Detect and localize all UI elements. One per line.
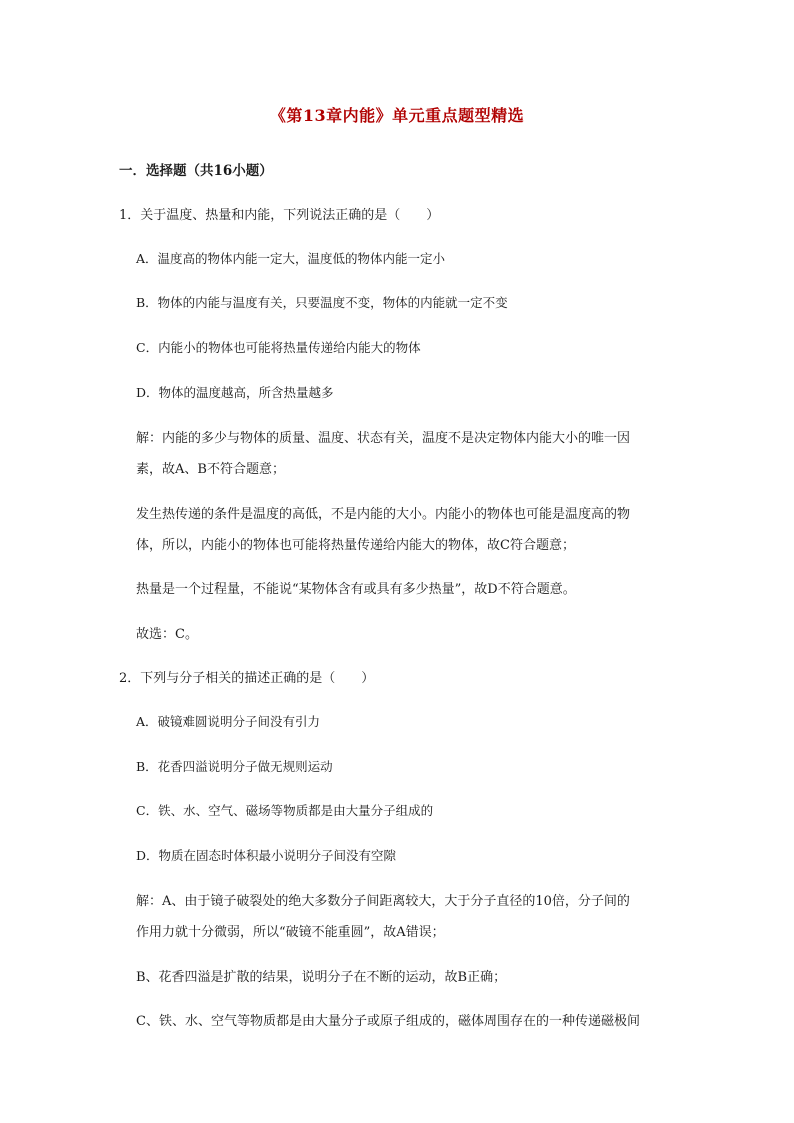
question-2-stem: 2．下列与分子相关的描述正确的是（ ） [119, 671, 375, 686]
question-1-option-b: B．物体的内能与温度有关，只要温度不变，物体的内能就一定不变 [136, 295, 508, 310]
question-2-analysis-line: 作用力就十分微弱，所以“破镜不能重圆”，故A错误； [136, 925, 445, 940]
question-1-option-c: C．内能小的物体也可能将热量传递给内能大的物体 [136, 340, 421, 355]
question-1-stem: 1．关于温度、热量和内能，下列说法正确的是（ ） [119, 208, 440, 223]
question-2-option-b: B．花香四溢说明分子做无规则运动 [136, 759, 333, 774]
question-2-analysis-line: 解：A、由于镜子破裂处的绝大多数分子间距离较大，大于分子直径的10倍，分子间的 [136, 894, 630, 909]
question-1-option-a: A．温度高的物体内能一定大，温度低的物体内能一定小 [136, 251, 446, 266]
question-1-analysis-line: 发生热传递的条件是温度的高低，不是内能的大小。内能小的物体也可能是温度高的物 [136, 507, 631, 522]
question-2-option-d: D．物质在固态时体积最小说明分子间没有空隙 [136, 848, 397, 863]
question-1-analysis-line: 热量是一个过程量，不能说“某物体含有或具有多少热量”，故D不符合题意。 [136, 582, 576, 597]
question-1-analysis-line: 体，所以，内能小的物体也可能将热量传递给内能大的物体，故C符合题意； [136, 538, 575, 553]
section-heading: 一．选择题（共16小题） [119, 163, 273, 179]
question-2-analysis-line: C、铁、水、空气等物质都是由大量分子或原子组成的，磁体周围存在的一种传递磁极间 [136, 1014, 640, 1029]
question-2-option-a: A．破镜难圆说明分子间没有引力 [136, 714, 321, 729]
question-1-analysis-line: 解：内能的多少与物体的质量、温度、状态有关，温度不是决定物体内能大小的唯一因 [136, 431, 631, 446]
document-title: 《第13章内能》单元重点题型精选 [269, 106, 525, 125]
question-1-option-d: D．物体的温度越高，所含热量越多 [136, 385, 334, 400]
question-2-option-c: C．铁、水、空气、磁场等物质都是由大量分子组成的 [136, 803, 434, 818]
question-2-analysis-line: B、花香四溢是扩散的结果，说明分子在不断的运动，故B正确； [136, 970, 507, 985]
question-1-analysis-line: 素，故A、B不符合题意； [136, 462, 285, 477]
question-1-answer: 故选：C。 [136, 627, 198, 642]
